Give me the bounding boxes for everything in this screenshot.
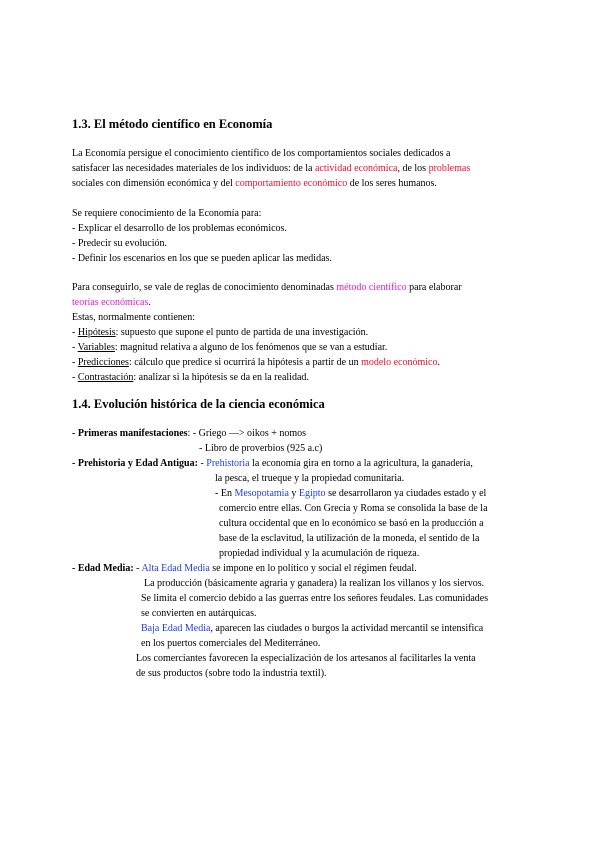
text-run: sociales con dimensión económica y del xyxy=(72,178,236,189)
text-run: para elaborar xyxy=(406,282,462,293)
list-item: - Definir los escenarios en los que se pueden aplicar las medidas. xyxy=(72,253,332,264)
text-run: , aparecen las ciudades o burgos la actividad mercantil se intensifica xyxy=(210,623,484,634)
timeline-line: comercio entre ellas. Con Grecia y Roma se consolida la base de la xyxy=(219,503,488,514)
timeline-line xyxy=(215,486,486,501)
section-heading-1-3: 1.3. El método científico en Economía xyxy=(72,117,273,131)
text-run: : supuesto que supone el punto de partida de una investigación. xyxy=(115,327,369,338)
timeline-entry xyxy=(72,561,417,576)
timeline-entry xyxy=(72,426,306,441)
timeline-line: la pesca, el trueque y la propiedad comunitaria. xyxy=(215,473,405,484)
highlight-term: Alta Edad Media xyxy=(141,563,210,574)
text-run: se impone en lo político y social el régimen feudal. xyxy=(209,563,417,574)
highlight-term: comportamiento económico xyxy=(235,178,348,189)
timeline-line: en los puertos comerciales del Mediterráneo. xyxy=(141,638,321,649)
defined-term: Variables xyxy=(77,342,115,353)
highlight-term: Prehistoria xyxy=(206,458,250,469)
defined-term: Predicciones xyxy=(77,357,129,368)
paragraph-line xyxy=(72,161,470,176)
highlight-term: método científico xyxy=(336,282,407,293)
text-run: . xyxy=(148,297,151,308)
text-run: . xyxy=(437,357,440,368)
timeline-line: de sus productos (sobre todo la industria textil). xyxy=(136,668,327,679)
timeline-line xyxy=(141,621,483,636)
list-item xyxy=(72,340,387,355)
text-run: la economía gira en torno a la agricultura, la ganadería, xyxy=(249,458,473,469)
text-run: y xyxy=(288,488,299,499)
list-item: - Predecir su evolución. xyxy=(72,238,167,249)
text-run: - xyxy=(72,357,78,368)
timeline-line: cultura occidental que en lo económico se basó en la producción a xyxy=(219,518,484,529)
timeline-line: Se limita el comercio debido a las guerras entre los señores feudales. Las comunidades xyxy=(141,593,489,604)
text-run: : magnitud relativa a alguno de los fenómenos que se van a estudiar. xyxy=(114,342,388,353)
entry-label: - Edad Media: xyxy=(72,563,134,574)
text-run: - xyxy=(197,458,207,469)
timeline-line: - Libro de proverbios (925 a.c) xyxy=(199,443,323,454)
highlight-term: teorías económicas xyxy=(72,297,149,308)
highlight-term: modelo económico xyxy=(361,357,438,368)
entry-label: - Prehistoria y Edad Antigua: xyxy=(72,458,198,469)
text-run: - xyxy=(72,342,78,353)
list-item xyxy=(72,355,440,370)
text-run: , de los xyxy=(397,163,429,174)
paragraph-line xyxy=(72,280,462,295)
list-item: - Explicar el desarrollo de los problemas económicos. xyxy=(72,223,287,234)
entry-label: - Primeras manifestaciones xyxy=(72,428,188,439)
text-run: se desarrollaron ya ciudades estado y el xyxy=(325,488,487,499)
paragraph-line xyxy=(72,295,151,310)
list-intro: Se requiere conocimiento de la Economía para: xyxy=(72,208,262,219)
defined-term: Contrastación xyxy=(77,372,134,383)
text-run: : analizar si la hipótesis se da en la realidad. xyxy=(133,372,309,383)
timeline-line: se convierten en autárquicas. xyxy=(141,608,257,619)
timeline-line: propiedad individual y la acumulación de riqueza. xyxy=(219,548,420,559)
paragraph-line xyxy=(72,176,437,191)
section-heading-1-4: 1.4. Evolución histórica de la ciencia económica xyxy=(72,397,325,411)
text-run: satisfacer las necesidades materiales de los individuos: de la xyxy=(72,163,315,174)
defined-term: Hipótesis xyxy=(77,327,116,338)
timeline-line: La producción (básicamente agraria y ganadera) la realizan los villanos y los siervos. xyxy=(144,578,485,589)
text-run: - xyxy=(72,372,78,383)
text-run: Para conseguirlo, se vale de reglas de conocimiento denominadas xyxy=(72,282,337,293)
text-run: : - Griego —> oikos + nomos xyxy=(187,428,307,439)
text-run: - xyxy=(133,563,142,574)
list-item xyxy=(72,325,368,340)
highlight-term: Baja Edad Media xyxy=(141,623,211,634)
paragraph-line: La Economía persigue el conocimiento científico de los comportamientos sociales dedicados a xyxy=(72,148,451,159)
highlight-term: Egipto xyxy=(298,488,326,499)
highlight-term: actividad económica xyxy=(314,163,398,174)
highlight-term: Mesopotamia xyxy=(234,488,289,499)
timeline-line: Los comerciantes favorecen la especialización de los artesanos al facilitarles la venta xyxy=(136,653,476,664)
timeline-line: base de la esclavitud, la utilización de la moneda, el sentido de la xyxy=(219,533,480,544)
highlight-term: problemas xyxy=(428,163,471,174)
text-run: - xyxy=(72,327,78,338)
text-run: de los seres humanos. xyxy=(347,178,437,189)
paragraph-line: Estas, normalmente contienen: xyxy=(72,312,196,323)
text-run: - En xyxy=(215,488,235,499)
text-run: : cálculo que predice si ocurrirá la hipótesis a partir de un xyxy=(128,357,362,368)
timeline-entry xyxy=(72,456,473,471)
list-item xyxy=(72,370,309,385)
